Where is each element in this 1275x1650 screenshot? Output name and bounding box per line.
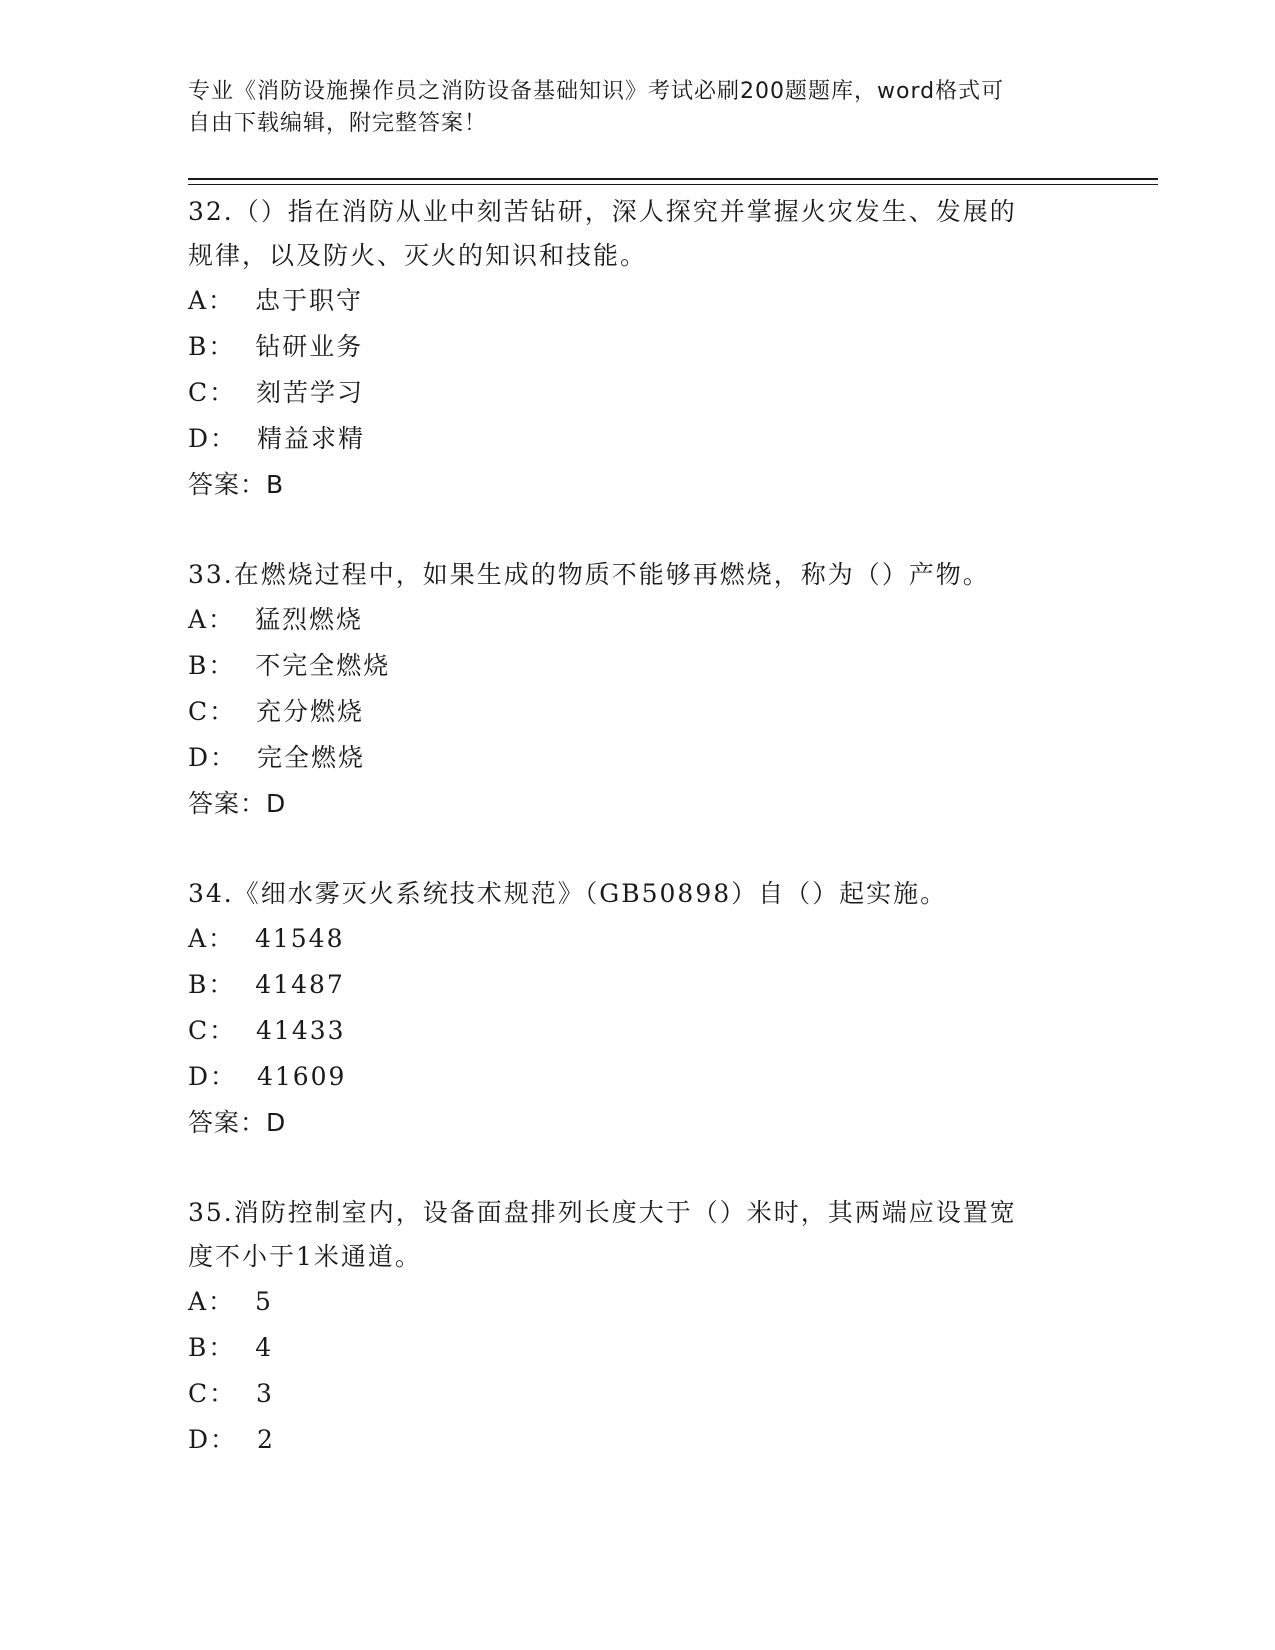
option-a: A： 忠于职守 [188, 286, 363, 315]
option-b: B： 4 [188, 1333, 274, 1362]
question-32 [188, 190, 1088, 508]
question-35 [188, 1191, 1088, 1463]
answer: 答案：D [188, 789, 287, 818]
header-divider-thin [188, 184, 1158, 185]
question-34 [188, 872, 1088, 1146]
question-stem-line-1: 34.《细水雾灭火系统技术规范》（GB50898）自（）起实施。 [188, 879, 948, 908]
option-d: D： 精益求精 [188, 424, 365, 453]
document-header [188, 76, 1068, 140]
option-d: D： 2 [188, 1425, 275, 1454]
answer: 答案：B [188, 470, 285, 499]
option-a: A： 5 [188, 1287, 273, 1316]
question-stem-line-2: 度不小于1米通道。 [188, 1242, 422, 1271]
option-b: B： 41487 [188, 970, 345, 999]
option-b: B： 不完全燃烧 [188, 651, 391, 680]
option-b: B： 钻研业务 [188, 332, 364, 361]
option-d: D： 完全燃烧 [188, 743, 365, 772]
option-c: C： 刻苦学习 [188, 378, 365, 407]
question-stem-line-1: 35.消防控制室内，设备面盘排列长度大于（）米时，其两端应设置宽 [188, 1198, 1017, 1227]
option-a: A： 猛烈燃烧 [188, 605, 363, 634]
option-d: D： 41609 [188, 1062, 347, 1091]
option-c: C： 41433 [188, 1016, 346, 1045]
option-c: C： 3 [188, 1379, 274, 1408]
answer: 答案：D [188, 1108, 287, 1137]
question-stem-line-1: 33.在燃烧过程中，如果生成的物质不能够再燃烧，称为（）产物。 [188, 560, 990, 589]
header-divider [188, 178, 1158, 180]
option-a: A： 41548 [188, 924, 345, 953]
question-stem-line-1: 32.（）指在消防从业中刻苦钻研，深人探究并掌握火灾发生、发展的 [188, 197, 1017, 226]
question-33 [188, 553, 1088, 827]
question-stem-line-2: 规律，以及防火、灭火的知识和技能。 [188, 241, 648, 270]
header-line-1: 专业《消防设施操作员之消防设备基础知识》考试必刷200题题库，word格式可 [188, 79, 1005, 104]
option-c: C： 充分燃烧 [188, 697, 365, 726]
header-line-2: 自由下载编辑，附完整答案！ [188, 111, 488, 136]
